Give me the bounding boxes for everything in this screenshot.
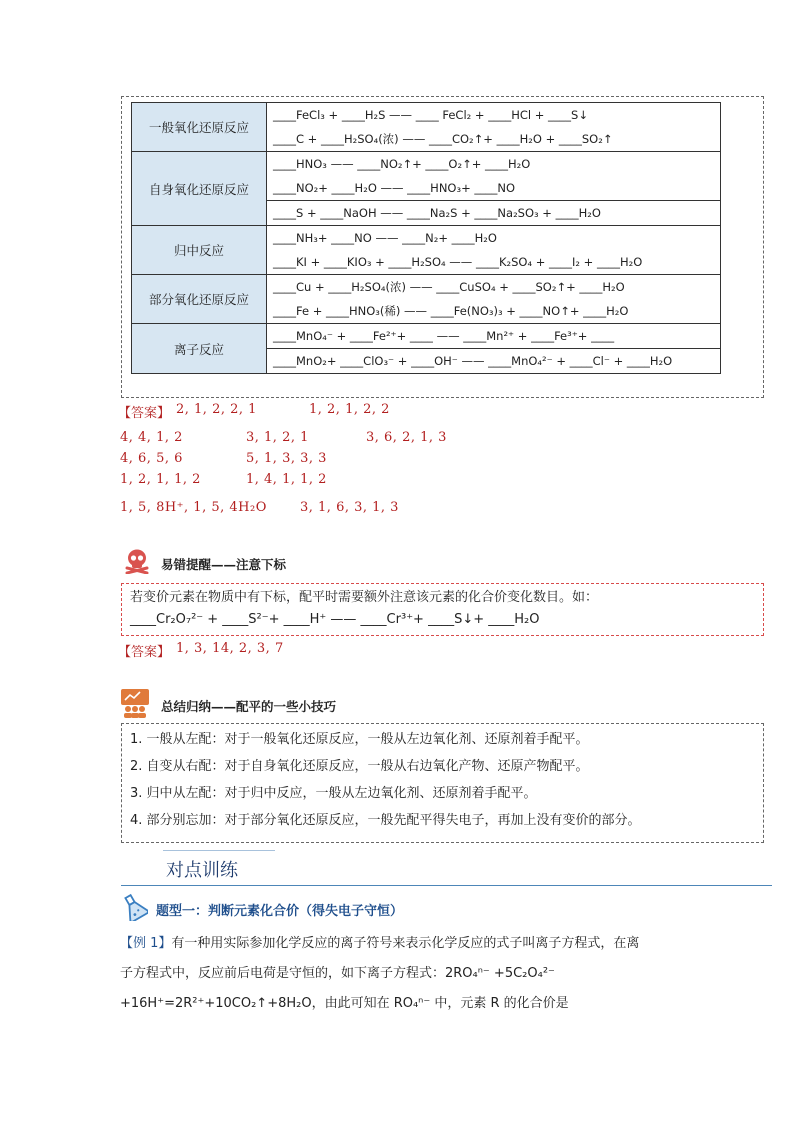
teacher-icon [120, 688, 150, 718]
warning-equation: ____Cr₂O₇²⁻ + ____S²⁻+ ____H⁺ —— ____Cr³⁺+ ____S↓+ ____H₂O [130, 612, 540, 627]
equation-cell [267, 275, 721, 324]
answer-value: 4, 6, 5, 6 [120, 451, 183, 466]
equation-line: ____MnO₄⁻ + ____Fe²⁺+ ____ —— ____Mn²⁺ + ____Fe³⁺+ ____ [273, 329, 615, 343]
summary-item: 3. 归中从左配：对于归中反应，一般从左边氧化剂、还原剂着手配平。 [130, 786, 537, 801]
summary-item: 2. 自变从右配：对于自身氧化还原反应，一般从右边氧化产物、还原产物配平。 [130, 759, 589, 774]
category-cell: 离子反应 [132, 324, 267, 374]
summary-title: 总结归纳——配平的一些小技巧 [161, 699, 337, 714]
skull-icon [124, 548, 150, 574]
equation-line: ____KI + ____KIO₃ + ____H₂SO₄ —— ____K₂SO₄ + ____I₂ + ____H₂O [273, 255, 643, 269]
answer-label: 【答案】 [118, 645, 171, 660]
example-line-1: 有一种用实际参加化学反应的离子符号来表示化学反应的式子叫离子方程式，在离 [171, 936, 640, 951]
reaction-table [131, 102, 721, 374]
equation-line: ____NH₃+ ____NO —— ____N₂+ ____H₂O [273, 231, 497, 245]
equation-line: ____HNO₃ —— ____NO₂↑+ ____O₂↑+ ____H₂O [273, 157, 531, 171]
answer-value: 3, 1, 6, 3, 1, 3 [300, 500, 399, 515]
example-label: 【例 1】 [120, 936, 172, 951]
category-cell: 归中反应 [132, 226, 267, 275]
equation-cell [267, 226, 721, 275]
equation-cell [267, 152, 721, 201]
answer-value: 2, 1, 2, 2, 1 [176, 402, 257, 417]
summary-item: 4. 部分别忘加：对于部分氧化还原反应，一般先配平得失电子，再加上没有变价的部分。 [130, 813, 641, 828]
equation-cell [267, 349, 721, 374]
category-cell: 自身氧化还原反应 [132, 152, 267, 226]
answer-value: 4, 4, 1, 2 [120, 430, 183, 445]
section-divider [121, 885, 772, 886]
equation-cell [267, 201, 721, 226]
section-top-rule [163, 850, 275, 851]
example-line-2: 子方程式中，反应前后电荷是守恒的，如下离子方程式：2RO₄ⁿ⁻ +5C₂O₄²⁻ [120, 966, 555, 981]
equation-line: ____FeCl₃ + ____H₂S —— ____ FeCl₂ + ____HCl + ____S↓ [273, 108, 588, 122]
example-line-3: +16H⁺=2R²⁺+10CO₂↑+8H₂O，由此可知在 RO₄ⁿ⁻ 中，元素 R 的化合价是 [120, 996, 569, 1011]
question-type-title: 题型一：判断元素化合价（得失电子守恒） [156, 904, 404, 919]
warning-title: 易错提醒——注意下标 [161, 557, 287, 572]
warning-text: 若变价元素在物质中有下标，配平时需要额外注意该元素的化合价变化数目。如： [130, 590, 599, 605]
category-cell: 部分氧化还原反应 [132, 275, 267, 324]
answer-value: 1, 5, 8H⁺, 1, 5, 4H₂O [120, 500, 267, 515]
equation-line: ____S + ____NaOH —— ____Na₂S + ____Na₂SO₃ + ____H₂O [273, 206, 601, 220]
answer-value: 1, 3, 14, 2, 3, 7 [176, 641, 284, 656]
summary-item: 1. 一般从左配：对于一般氧化还原反应，一般从左边氧化剂、还原剂着手配平。 [130, 732, 589, 747]
answer-value: 1, 2, 1, 1, 2 [120, 472, 201, 487]
answer-value: 5, 1, 3, 3, 3 [246, 451, 327, 466]
equation-line: ____Cu + ____H₂SO₄(浓) —— ____CuSO₄ + ____SO₂↑+ ____H₂O [273, 280, 625, 294]
answer-value: 1, 2, 1, 2, 2 [309, 402, 390, 417]
answer-value: 1, 4, 1, 1, 2 [246, 472, 327, 487]
equation-line: ____NO₂+ ____H₂O —— ____HNO₃+ ____NO [273, 181, 516, 195]
equation-cell [267, 324, 721, 349]
example-text [120, 928, 639, 960]
equation-cell [267, 103, 721, 152]
answer-value: 3, 6, 2, 1, 3 [366, 430, 447, 445]
equation-line: ____C + ____H₂SO₄(浓) —— ____CO₂↑+ ____H₂O + ____SO₂↑ [273, 132, 613, 146]
category-cell: 一般氧化还原反应 [132, 103, 267, 152]
equation-line: ____MnO₂+ ____ClO₃⁻ + ____OH⁻ —— ____MnO₄²⁻ + ____Cl⁻ + ____H₂O [273, 354, 673, 368]
section-title: 对点训练 [166, 860, 238, 881]
answer-label: 【答案】 [118, 406, 171, 421]
flask-icon [120, 893, 148, 921]
equation-line: ____Fe + ____HNO₃(稀) —— ____Fe(NO₃)₃ + ____NO↑+ ____H₂O [273, 304, 629, 318]
answer-value: 3, 1, 2, 1 [246, 430, 309, 445]
